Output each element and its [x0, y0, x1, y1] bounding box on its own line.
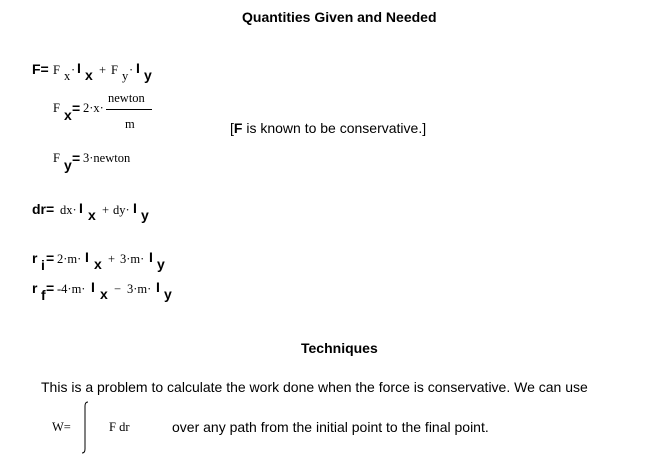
dr-unit-i: I — [79, 200, 83, 216]
conservative-note — [230, 121, 426, 135]
note-text: is known to be conservative.] — [242, 120, 427, 136]
ri-term-1: 2·m· — [57, 252, 82, 266]
work-lhs-w: W= — [52, 420, 71, 434]
rf-term-1: -4·m· — [57, 282, 86, 296]
ri-lhs-sub: i — [41, 257, 45, 273]
rf-unit-j-sub: y — [164, 286, 172, 302]
unit-vector-j-sub: y — [144, 67, 152, 83]
fy-lhs: F — [53, 151, 60, 165]
dr-unit-j-sub: y — [141, 207, 149, 223]
force-lhs: F= — [32, 61, 49, 77]
note-bold-f: F — [233, 120, 243, 136]
fx-equals: = — [72, 100, 81, 116]
fx-coefficient: 2·x· — [83, 101, 104, 115]
fx-lhs: F — [53, 101, 60, 115]
fy-rhs: 3·newton — [83, 151, 131, 165]
fy-lhs-sub: y — [64, 157, 72, 173]
integral-sign-icon — [78, 400, 92, 455]
ri-unit-i-sub: x — [94, 256, 102, 272]
rf-lhs-sub: f — [41, 287, 46, 303]
force-dot-2: · — [129, 63, 134, 77]
dr-term-dx: dx· — [60, 203, 77, 217]
fx-denominator: m — [125, 117, 135, 131]
dr-unit-j: I — [133, 200, 137, 216]
force-term-fx-sub: x — [64, 69, 71, 83]
techniques-heading: Techniques — [301, 340, 378, 356]
note-open-bracket: [ — [230, 120, 234, 136]
dr-term-dy: dy· — [113, 203, 130, 217]
unit-vector-i-sub: x — [85, 67, 93, 83]
fx-numerator: newton — [108, 91, 145, 105]
work-trailing-text: over any path from the initial point to the final point. — [172, 419, 489, 435]
fraction-bar — [106, 109, 152, 110]
ri-lhs: r — [32, 250, 38, 266]
force-plus: + — [99, 63, 107, 77]
force-term-fy-sub: y — [122, 69, 129, 83]
ri-unit-i: I — [85, 249, 89, 265]
dr-plus: + — [102, 203, 110, 217]
ri-term-2: 3·m· — [120, 252, 145, 266]
unit-vector-i: I — [77, 60, 81, 76]
rf-term-2: 3·m· — [127, 282, 152, 296]
rf-unit-i-sub: x — [100, 286, 108, 302]
techniques-sentence: This is a problem to calculate the work done when the force is conservative. We can use — [41, 379, 588, 395]
ri-unit-j: I — [149, 249, 153, 265]
ri-plus: + — [108, 252, 116, 266]
work-integrand: F dr — [109, 420, 130, 434]
dr-unit-i-sub: x — [88, 207, 96, 223]
rf-lhs: r — [32, 280, 38, 296]
page-title: Quantities Given and Needed — [242, 9, 437, 25]
force-term-fy: F — [111, 63, 118, 77]
force-dot-1: · — [71, 63, 76, 77]
dr-lhs: dr= — [32, 201, 55, 217]
rf-unit-i: I — [91, 279, 95, 295]
fy-equals: = — [72, 150, 81, 166]
fx-lhs-sub: x — [64, 107, 72, 123]
force-term-fx: F — [53, 63, 60, 77]
unit-vector-j: I — [136, 60, 140, 76]
ri-equals: = — [46, 250, 55, 266]
rf-unit-j: I — [156, 279, 160, 295]
rf-minus: − — [114, 282, 122, 296]
ri-unit-j-sub: y — [157, 256, 165, 272]
rf-equals: = — [46, 280, 55, 296]
